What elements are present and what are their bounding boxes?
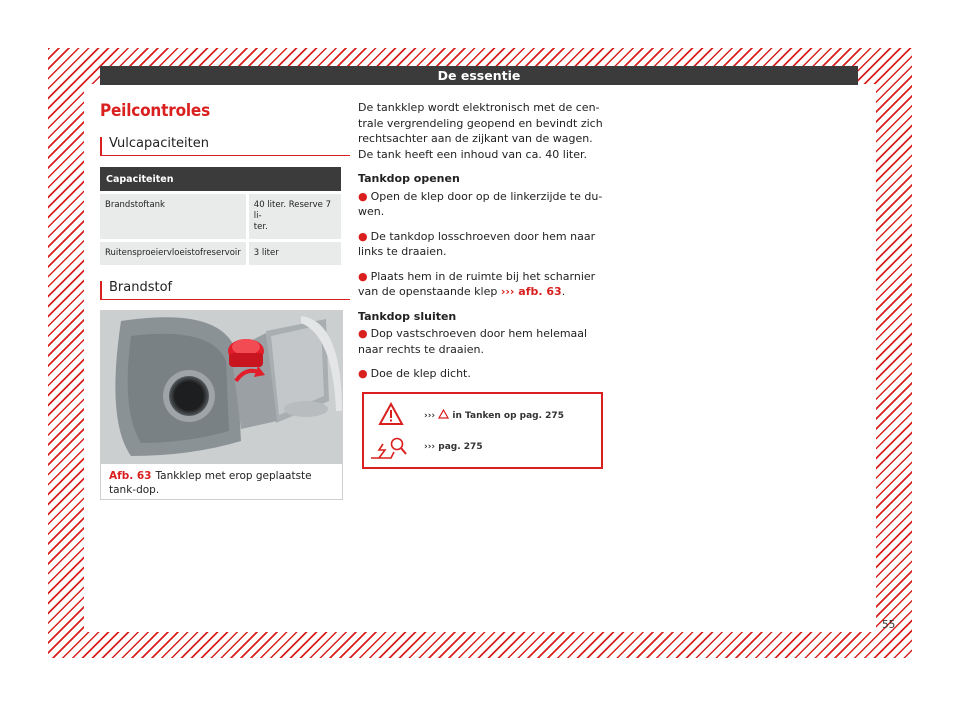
page-number: 55 xyxy=(882,619,896,631)
info-reference-text: pag. 275 xyxy=(438,442,483,452)
close-heading: Tankdop sluiten xyxy=(358,309,457,323)
capacities-table xyxy=(100,167,341,265)
warning-reference-link[interactable] xyxy=(424,409,564,421)
list-item-text: De tankdop losschroeven door hem naar links te draaien. xyxy=(358,229,596,258)
info-note xyxy=(364,434,601,464)
list-item xyxy=(358,326,608,357)
list-item-text: Plaats hem in de ruimte bij het scharnier van de openstaande klep xyxy=(358,269,596,298)
list-item: ● Plaats hem in de ruimte bij het scharnier van de openstaande klep ››› afb. 63. xyxy=(358,269,596,298)
table-row xyxy=(100,239,341,265)
warning-note xyxy=(364,398,601,428)
section-title: Peilcontroles xyxy=(100,101,211,121)
subsection-fuel xyxy=(100,281,350,300)
subsection-capacities xyxy=(100,137,350,156)
hand-magnifier-icon xyxy=(369,436,409,462)
warning-triangle-icon xyxy=(378,402,404,426)
bullet-icon: ● xyxy=(358,367,368,380)
table-cell-value-text: 40 liter. Reserve 7 li- ter. xyxy=(253,200,331,232)
table-cell-item: Ruitensproeiervloeistofreservoir xyxy=(100,239,249,265)
small-warning-icon xyxy=(438,409,449,419)
table-row xyxy=(100,191,341,239)
figure-63 xyxy=(100,310,343,500)
fuel-cap-illustration xyxy=(101,311,342,464)
main-text-column xyxy=(358,100,608,391)
list-item xyxy=(358,366,608,382)
open-heading: Tankdop openen xyxy=(358,172,460,185)
reference-arrows-icon: ››› xyxy=(424,411,436,421)
table-cell-value xyxy=(249,191,341,239)
table-header: Capaciteiten xyxy=(100,167,341,191)
subsection-fuel-label: Brandstof xyxy=(109,280,173,295)
list-item-text: Doe de klep dicht. xyxy=(370,367,471,380)
notes-box xyxy=(362,392,603,469)
bullet-icon: ● xyxy=(358,327,368,340)
intro-paragraph: De tankklep wordt elektronisch met de cen-trale vergrendeling geopend en bevindt zich rechtsachter aan de zijkant van de wagen. De tank heeft een inhoud van ca. 40 liter. xyxy=(358,101,603,161)
info-reference-link[interactable] xyxy=(424,442,483,452)
reference-arrows-icon: ››› xyxy=(424,442,436,452)
figure-label: Afb. 63 xyxy=(109,470,152,482)
figure-caption xyxy=(109,469,337,497)
subsection-capacities-label: Vulcapaciteiten xyxy=(109,136,209,151)
bullet-icon: ● xyxy=(358,269,368,283)
figure-caption-text: Tankklep met erop geplaatste tank-dop. xyxy=(109,470,312,496)
table-cell-value: 3 liter xyxy=(249,239,341,265)
list-item-text: Open de klep door op de linkerzijde te du-wen. xyxy=(358,189,603,218)
list-item xyxy=(358,189,608,220)
chapter-header: De essentie xyxy=(100,66,858,85)
figure-reference-text: afb. 63 xyxy=(518,285,562,298)
figure-reference-link[interactable]: ››› afb. 63 xyxy=(500,285,562,298)
warning-reference-text: in Tanken op pag. 275 xyxy=(452,411,564,421)
list-item xyxy=(358,229,608,260)
bullet-icon: ● xyxy=(358,229,368,243)
bullet-icon: ● xyxy=(358,189,368,203)
list-item-text: Dop vastschroeven door hem helemaal naar rechts te draaien. xyxy=(358,327,588,356)
table-cell-item: Brandstoftank xyxy=(100,191,249,239)
